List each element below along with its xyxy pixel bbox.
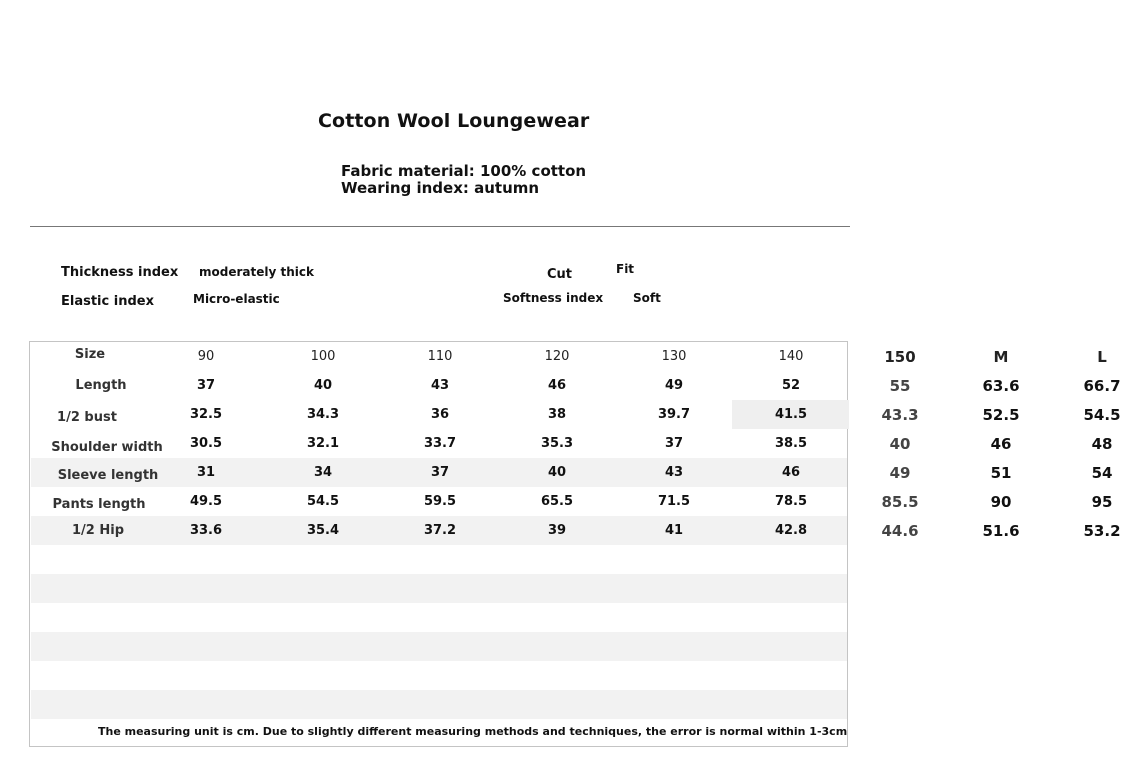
size-header-cell: 110: [427, 349, 453, 364]
table-cell: 54.5: [306, 494, 340, 509]
row-label: 1/2 Hip: [71, 523, 125, 538]
row-label: 1/2 bust: [57, 410, 117, 425]
row-label: Length: [75, 378, 127, 393]
table-cell: 37.2: [423, 523, 457, 538]
table-cell: 49: [664, 378, 684, 393]
table-cell: 53.2: [1083, 522, 1121, 540]
size-header-cell: 150: [884, 348, 916, 366]
table-cell: 40: [889, 435, 911, 453]
table-cell: 51.6: [982, 522, 1020, 540]
table-cell: 46: [990, 435, 1012, 453]
table-cell: 32.5: [189, 407, 223, 422]
table-cell: 33.6: [189, 523, 223, 538]
table-cell: 37: [664, 436, 684, 451]
table-cell: 54: [1091, 464, 1113, 482]
table-cell: 32.1: [306, 436, 340, 451]
table-stripe: [31, 632, 847, 661]
row-label: Pants length: [52, 497, 146, 512]
size-header-label: Size: [74, 347, 106, 362]
table-cell: 35.3: [540, 436, 574, 451]
table-cell: 34.3: [306, 407, 340, 422]
table-cell: 37: [196, 378, 216, 393]
table-cell: 48: [1091, 435, 1113, 453]
fabric-material: Fabric material: 100% cotton: [341, 162, 587, 180]
divider: [30, 226, 850, 227]
table-cell: 49.5: [189, 494, 223, 509]
table-cell: 43: [430, 378, 450, 393]
table-cell: 46: [547, 378, 567, 393]
table-cell: 78.5: [774, 494, 808, 509]
table-cell: 51: [990, 464, 1012, 482]
size-header-cell: L: [1097, 348, 1107, 366]
table-cell: 40: [313, 378, 333, 393]
table-cell: 54.5: [1083, 406, 1121, 424]
table-cell: 71.5: [657, 494, 691, 509]
size-header-cell: 90: [197, 349, 215, 364]
table-cell: 33.7: [423, 436, 457, 451]
table-cell: 59.5: [423, 494, 457, 509]
table-cell: 46: [781, 465, 801, 480]
thickness-label: Thickness index: [61, 265, 179, 280]
softness-value: Soft: [633, 291, 661, 305]
thickness-value: moderately thick: [199, 265, 314, 279]
table-cell: 41.5: [774, 407, 808, 422]
table-cell: 38: [547, 407, 567, 422]
table-cell: 49: [889, 464, 911, 482]
size-header-cell: 140: [778, 349, 804, 364]
table-stripe: [31, 574, 847, 603]
size-header-cell: 130: [661, 349, 687, 364]
table-cell: 38.5: [774, 436, 808, 451]
page-title: Cotton Wool Loungewear: [318, 110, 590, 132]
table-cell: 63.6: [982, 377, 1020, 395]
table-cell: 41: [664, 523, 684, 538]
table-cell: 44.6: [881, 522, 919, 540]
table-cell: 35.4: [306, 523, 340, 538]
table-cell: 42.8: [774, 523, 808, 538]
wearing-index: Wearing index: autumn: [341, 179, 540, 197]
table-cell: 90: [990, 493, 1012, 511]
table-cell: 85.5: [881, 493, 919, 511]
table-cell: 40: [547, 465, 567, 480]
table-cell: 43: [664, 465, 684, 480]
table-cell: 36: [430, 407, 450, 422]
fit-label: Fit: [616, 262, 635, 276]
row-label: Sleeve length: [57, 468, 159, 483]
elastic-label: Elastic index: [61, 294, 154, 309]
table-cell: 30.5: [189, 436, 223, 451]
table-cell: 39.7: [657, 407, 691, 422]
table-cell: 95: [1091, 493, 1113, 511]
table-cell: 34: [313, 465, 333, 480]
table-cell: 43.3: [881, 406, 919, 424]
table-cell: 37: [430, 465, 450, 480]
table-stripe: [31, 690, 847, 719]
table-cell: 65.5: [540, 494, 574, 509]
size-header-cell: 100: [310, 349, 336, 364]
size-header-cell: M: [993, 348, 1009, 366]
table-cell: 31: [196, 465, 216, 480]
elastic-value: Micro-elastic: [193, 292, 280, 306]
measurement-note: The measuring unit is cm. Due to slightly different measuring methods and techniques, the error is normal within 1-3cm: [98, 725, 848, 738]
table-cell: 52: [781, 378, 801, 393]
table-cell: 39: [547, 523, 567, 538]
size-header-cell: 120: [544, 349, 570, 364]
table-cell: 66.7: [1083, 377, 1121, 395]
cut-label: Cut: [547, 267, 573, 282]
table-cell: 52.5: [982, 406, 1020, 424]
row-label: Shoulder width: [51, 440, 163, 455]
table-cell: 55: [889, 377, 911, 395]
fabric-info: [341, 163, 586, 197]
softness-label: Softness index: [503, 291, 604, 305]
